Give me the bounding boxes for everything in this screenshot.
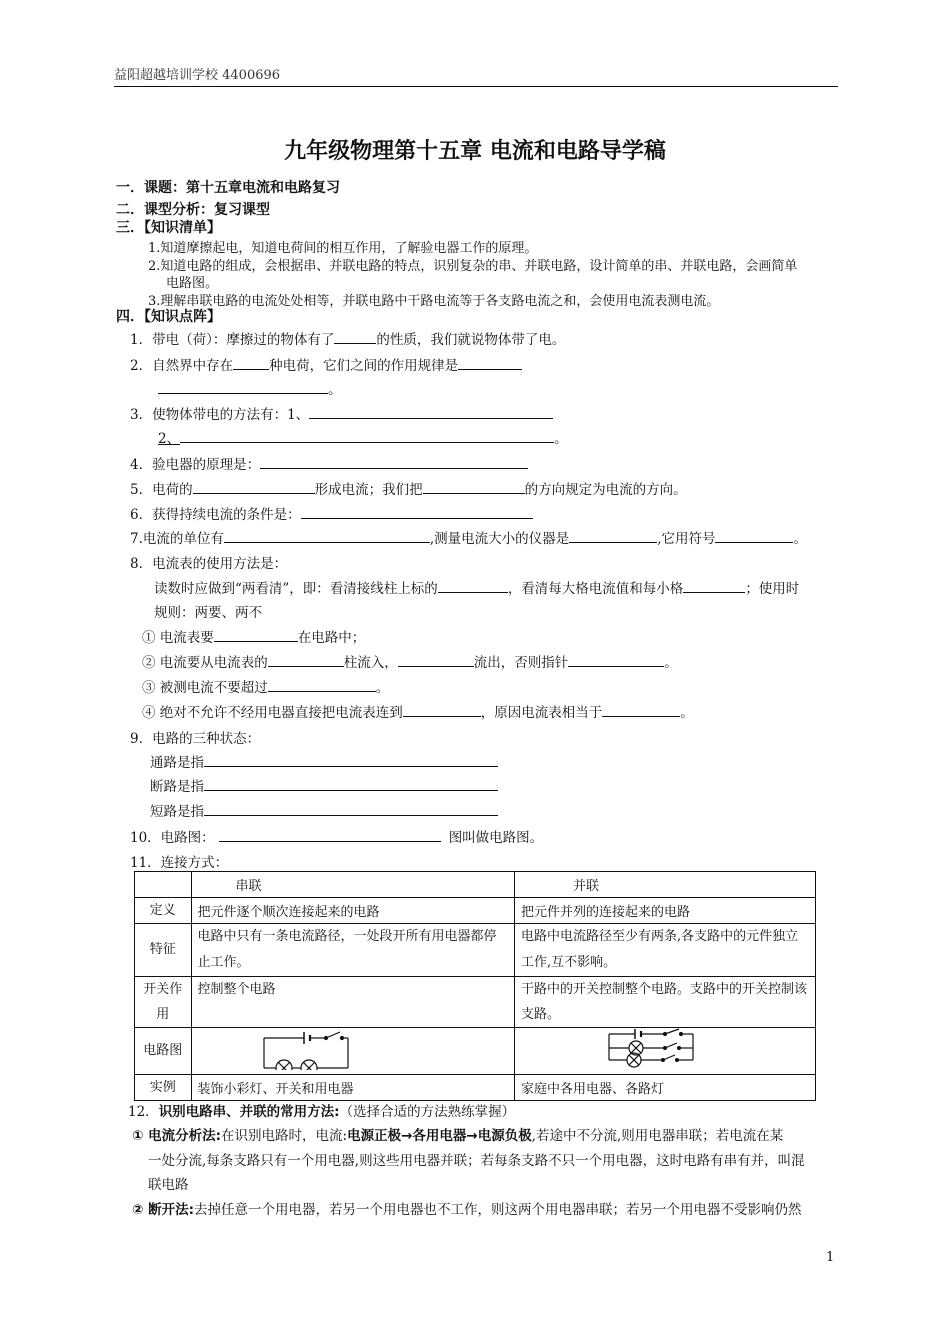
section-topic: 一．课题：第十五章电流和电路复习 xyxy=(116,180,340,196)
method-current-analysis: ① 电流分析法:在识别电路时，电流:电源正极→各用电器→电源负极,若途中不分流,则用电器串联；若电流在某 xyxy=(132,1128,784,1144)
answer-blank[interactable] xyxy=(204,777,498,791)
row-label: 定义 xyxy=(135,898,192,924)
point-8: 8．电流表的使用方法是： xyxy=(130,556,288,572)
checklist-item-2-cont: 电路图。 xyxy=(166,276,219,291)
point-8-rule-2: ② 电流要从电流表的 柱流入， 流出，否则指针 。 xyxy=(142,655,678,671)
series-cell: 控制整个电路 xyxy=(191,977,514,1028)
answer-blank[interactable] xyxy=(268,678,376,692)
point-11: 11．连接方式： xyxy=(130,855,229,871)
answer-blank[interactable] xyxy=(568,653,664,667)
answer-blank[interactable] xyxy=(219,828,441,842)
section-points: 四．【知识点阵】 xyxy=(116,309,221,325)
column-header-series: 串联 xyxy=(191,872,514,898)
answer-blank[interactable] xyxy=(309,405,553,419)
row-label: 实例 xyxy=(135,1075,192,1101)
point-8-rule-4: ④ 绝对不允许不经用电器直接把电流表连到 ，原因电流表相当于 。 xyxy=(142,705,694,721)
header-divider xyxy=(114,86,838,87)
series-cell: 电路中只有一条电流路径，一处段开所有用电器都停止工作。 xyxy=(191,924,514,977)
answer-blank[interactable] xyxy=(602,703,680,717)
table-corner-cell xyxy=(135,872,192,898)
point-8-reading: 读数时应做到“两看清”，即：看清接线柱上标的 ，看清每大格电流值和每小格 ；使用时 xyxy=(154,581,800,597)
answer-blank[interactable] xyxy=(214,628,298,642)
answer-blank[interactable] xyxy=(193,480,315,494)
column-header-parallel: 并联 xyxy=(515,872,816,898)
answer-blank[interactable] xyxy=(204,802,498,816)
method-current-analysis-cont: 一处分流,每条支路只有一个用电器,则这些用电器并联；若每条支路不只一个用电器，这时电路有串有并，叫混 xyxy=(148,1153,805,1169)
checklist-item-2: 2.知道电路的组成，会根据串、并联电路的特点，识别复杂的串、并联电路，设计简单的串、并联电路，会画简单 xyxy=(148,259,798,274)
section-checklist: 三．【知识清单】 xyxy=(116,220,221,236)
comparison-table xyxy=(134,871,816,1101)
answer-blank[interactable] xyxy=(260,455,528,469)
answer-blank[interactable] xyxy=(268,653,344,667)
method-current-analysis-end: 联电路 xyxy=(148,1177,189,1193)
table-row xyxy=(135,898,816,924)
answer-blank[interactable] xyxy=(224,529,430,543)
series-cell: 把元件逐个顺次连接起来的电路 xyxy=(191,898,514,924)
answer-blank[interactable] xyxy=(301,505,533,519)
page-number: 1 xyxy=(826,1250,835,1265)
section-type: 二．课型分析：复习课型 xyxy=(116,202,270,218)
answer-blank[interactable] xyxy=(204,753,498,767)
answer-blank[interactable] xyxy=(403,703,481,717)
table-row xyxy=(135,924,816,977)
checklist-item-1: 1.知道摩擦起电，知道电荷间的相互作用，了解验电器工作的原理。 xyxy=(148,241,538,256)
parallel-cell: 电路中电流路径至少有两条,各支路中的元件独立工作,互不影响。 xyxy=(515,924,816,977)
method-disconnect: ② 断开法:去掉任意一个用电器，若另一个用电器也不工作，则这两个用电器串联；若另一个用电器不受影响仍然 xyxy=(132,1202,802,1218)
row-label: 电路图 xyxy=(135,1028,192,1075)
series-circuit-diagram xyxy=(192,1028,482,1070)
point-8-rule-3: ③ 被测电流不要超过 。 xyxy=(142,680,390,696)
table-header-row xyxy=(135,872,816,898)
parallel-cell: 家庭中各用电器、各路灯 xyxy=(515,1075,816,1101)
point-2-cont: 。 xyxy=(158,378,342,398)
parallel-cell xyxy=(515,1028,816,1075)
point-8-rule-1: ① 电流表要 在电路中； xyxy=(142,630,366,646)
answer-blank[interactable] xyxy=(158,380,328,394)
answer-blank[interactable] xyxy=(233,356,269,370)
point-9-short: 短路是指 xyxy=(150,800,498,820)
checklist-item-3: 3.理解串联电路的电流处处相等，并联电路中干路电流等于各支路电流之和，会使用电流表测电流。 xyxy=(148,294,720,309)
point-1: 1．带电（荷）：摩擦过的物体有了 的性质，我们就说物体带了电。 xyxy=(130,332,566,348)
point-7: 7.电流的单位有 ,测量电流大小的仪器是 ,它用符号 。 xyxy=(130,531,807,547)
answer-blank[interactable] xyxy=(423,480,525,494)
point-9-closed: 通路是指 xyxy=(150,751,498,771)
school-header: 益阳超越培训学校 4400696 xyxy=(114,68,281,83)
table-row xyxy=(135,977,816,1028)
parallel-cell: 干路中的开关控制整个电路。支路中的开关控制该支路。 xyxy=(515,977,816,1028)
answer-blank[interactable] xyxy=(398,653,474,667)
table-row xyxy=(135,1075,816,1101)
page-title: 九年级物理第十五章 电流和电路导学稿 xyxy=(284,139,666,164)
series-cell: 装饰小彩灯、开关和用电器 xyxy=(191,1075,514,1101)
point-3-cont: 2、 。 xyxy=(158,431,568,447)
answer-blank[interactable] xyxy=(180,429,554,443)
answer-blank[interactable] xyxy=(683,579,745,593)
series-cell xyxy=(191,1028,514,1075)
point-4: 4．验电器的原理是： xyxy=(130,453,528,473)
table-row xyxy=(135,1028,816,1075)
point-2: 2．自然界中存在 种电荷，它们之间的作用规律是 xyxy=(130,354,522,374)
row-label: 特征 xyxy=(135,924,192,977)
answer-blank[interactable] xyxy=(458,356,522,370)
parallel-circuit-diagram xyxy=(515,1028,815,1070)
answer-blank[interactable] xyxy=(438,579,508,593)
point-8-rules: 规则：两要、两不 xyxy=(154,605,262,621)
answer-blank[interactable] xyxy=(334,330,376,344)
row-label: 开关作用 xyxy=(135,977,192,1028)
point-9-open: 断路是指 xyxy=(150,775,498,795)
parallel-cell: 把元件并列的连接起来的电路 xyxy=(515,898,816,924)
point-9: 9．电路的三种状态： xyxy=(130,731,261,747)
point-5: 5．电荷的 形成电流；我们把 的方向规定为电流的方向。 xyxy=(130,482,687,498)
point-10: 10．电路图： 图叫做电路图。 xyxy=(130,830,544,846)
point-6: 6．获得持续电流的条件是： xyxy=(130,503,533,523)
point-3: 3．使物体带电的方法有：1、 xyxy=(130,403,553,423)
point-12: 12．识别电路串、并联的常用方法:（选择合适的方法熟练掌握） xyxy=(128,1104,516,1120)
answer-blank[interactable] xyxy=(715,529,793,543)
answer-blank[interactable] xyxy=(569,529,657,543)
